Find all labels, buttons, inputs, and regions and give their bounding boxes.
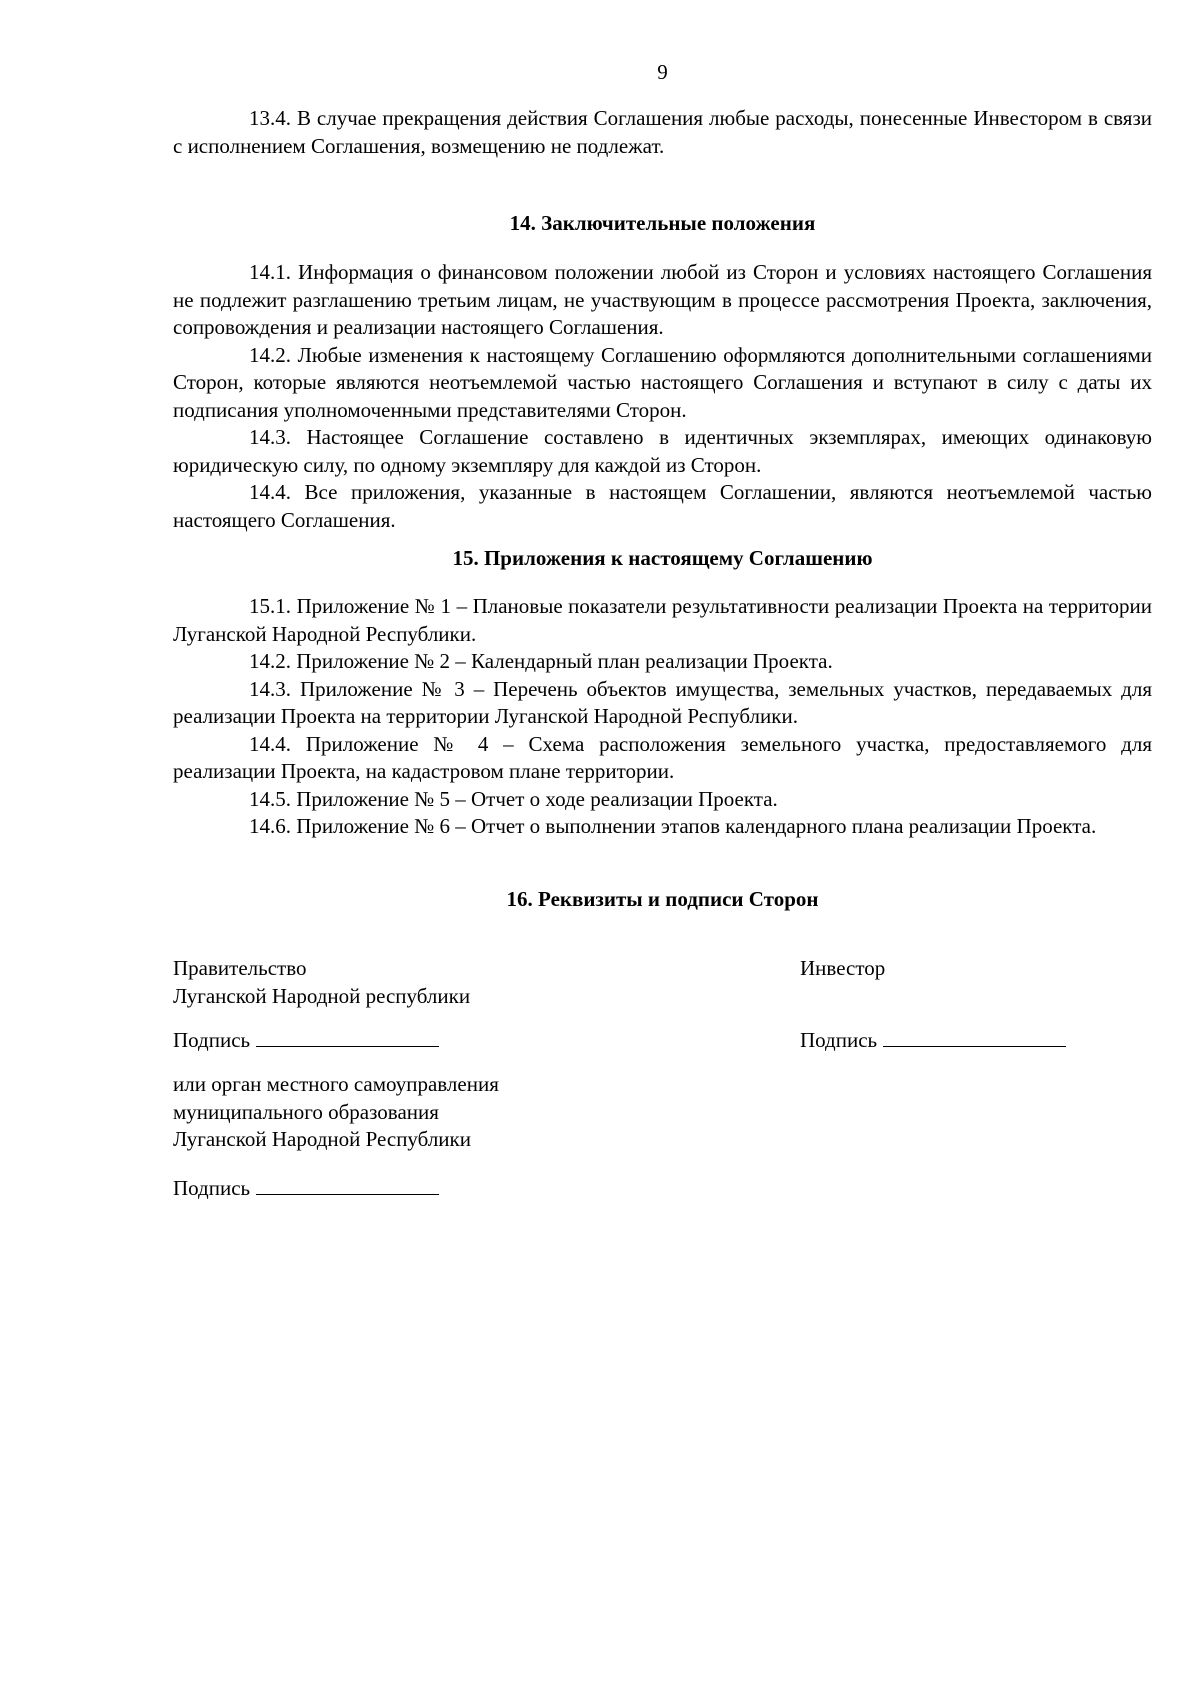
government-signature-label: Подпись [173, 1028, 251, 1052]
paragraph-15-3: 14.3. Приложение № 3 – Перечень объектов имущества, земельных участков, передаваемых для реализации Проекта на территории Луганской Народной Республики. [173, 676, 1152, 728]
paragraph-13-4: 13.4. В случае прекращения действия Соглашения любые расходы, понесенные Инвестором в связи с исполнением Соглашения, возмещению не подлежат. [173, 106, 1152, 158]
municipal-name-line-2: муниципального образования [173, 1099, 439, 1124]
paragraph-14-2: 14.2. Любые изменения к настоящему Соглашению оформляются дополнительными соглашениями Сторон, которые являются неотъемлемой частью настоящего Соглашения и вступают в силу с даты их подписания уполномоченными представителями Сторон. [173, 342, 1152, 422]
government-name-line-2: Луганской Народной республики [173, 983, 471, 1008]
paragraph-15-2: 14.2. Приложение № 2 – Календарный план реализации Проекта. [249, 649, 833, 673]
municipal-signature-label: Подпись [173, 1176, 251, 1200]
municipal-name-line-3: Луганской Народной Республики [173, 1127, 471, 1151]
government-name-line-1: Правительство [173, 956, 307, 980]
investor-name: Инвестор [800, 956, 886, 980]
paragraph-14-4: 14.4. Все приложения, указанные в настоящем Соглашении, являются неотъемлемой частью настоящего Соглашения. [173, 480, 1152, 532]
section-15-body [173, 593, 1152, 841]
section-16-heading: 16. Реквизиты и подписи Сторон [506, 887, 819, 911]
section-14-heading: 14. Заключительные положения [509, 211, 816, 235]
municipal-party-block [173, 1071, 499, 1154]
municipal-signature [173, 1175, 439, 1203]
investor-signature-line [883, 1028, 1066, 1047]
investor-signature [800, 1027, 1066, 1055]
paragraph-14-1: 14.1. Информация о финансовом положении любой из Сторон и условиях настоящего Соглашения не подлежит разглашению третьим лицам, не участвующим в процессе рассмотрения Проекта, заключения, сопровождения и реализации настоящего Соглашения. [173, 260, 1152, 339]
page-number: 9 [657, 60, 668, 84]
paragraph-15-6: 14.6. Приложение № 6 – Отчет о выполнении этапов календарного плана реализации Проекта. [249, 814, 1097, 838]
paragraph-15-5: 14.5. Приложение № 5 – Отчет о ходе реализации Проекта. [249, 786, 778, 811]
government-party-block [173, 955, 470, 1010]
section-15-heading: 15. Приложения к настоящему Соглашению [452, 546, 873, 570]
investor-signature-label: Подпись [800, 1028, 878, 1052]
section-14-body [173, 259, 1152, 534]
municipal-signature-line [256, 1176, 439, 1195]
government-signature [173, 1027, 439, 1055]
municipal-name-line-1: или орган местного самоуправления [173, 1072, 499, 1096]
paragraph-15-1: 15.1. Приложение № 1 – Плановые показатели результативности реализации Проекта на территории Луганской Народной Республики. [173, 594, 1152, 646]
paragraph-14-3: 14.3. Настоящее Соглашение составлено в идентичных экземплярах, имеющих одинаковую юридическую силу, по одному экземпляру для каждой из Сторон. [173, 425, 1152, 477]
investor-party-block [800, 955, 885, 983]
section-13-continuation [173, 105, 1152, 160]
paragraph-15-4: 14.4. Приложение № 4 – Схема расположения земельного участка, предоставляемого для реализации Проекта, на кадастровом плане территории. [173, 731, 1152, 783]
government-signature-line [256, 1028, 439, 1047]
